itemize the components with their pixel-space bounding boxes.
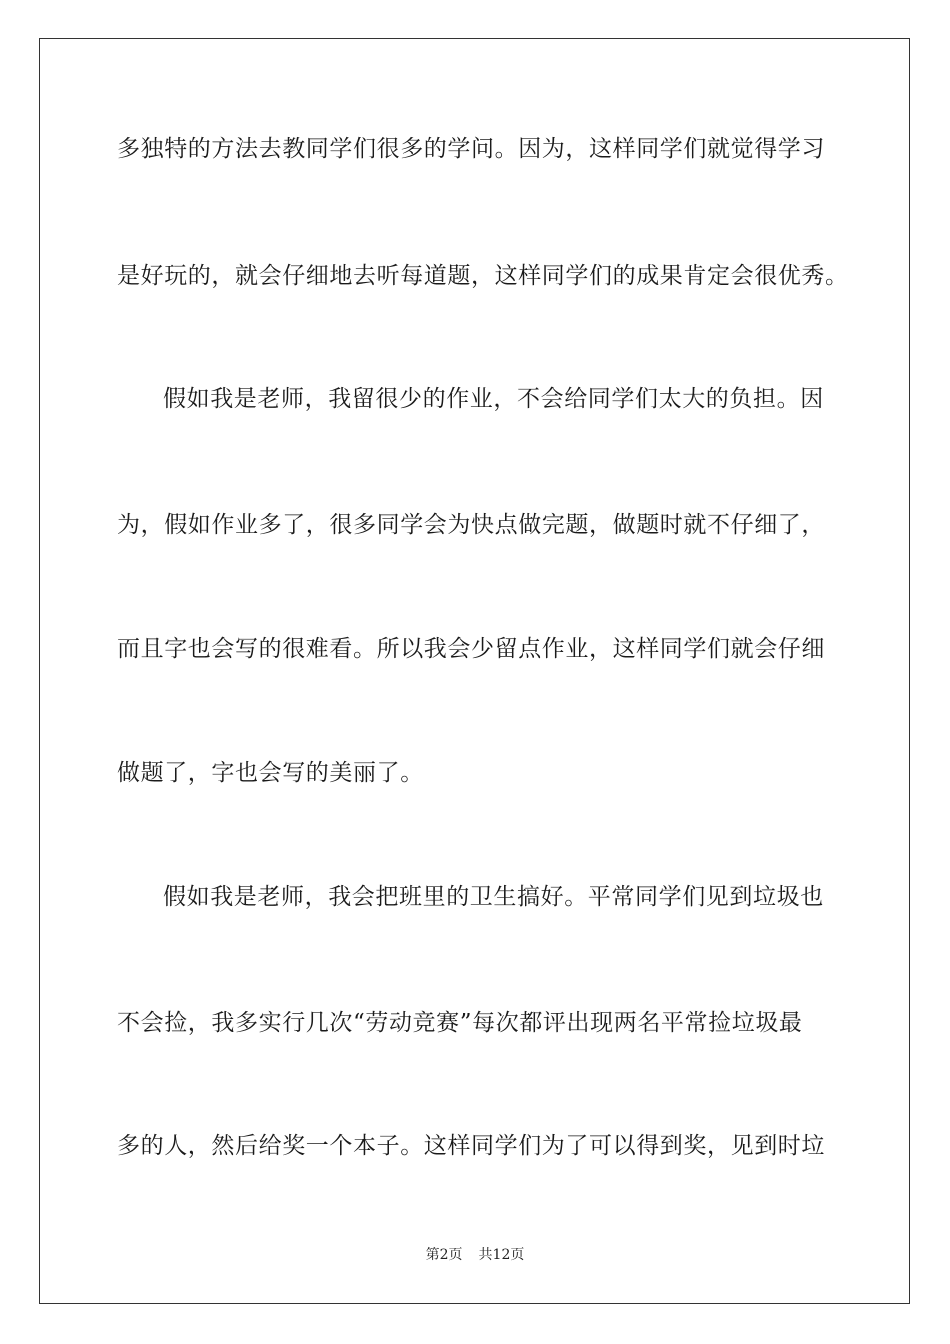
- page-number: 第2页: [425, 1247, 463, 1263]
- text-line: 做题了，字也会写的美丽了。: [117, 760, 424, 786]
- total-pages: 共12页: [478, 1247, 525, 1263]
- page-footer: [0, 1246, 950, 1264]
- text-line: 是好玩的，就会仔细地去听每道题，这样同学们的成果肯定会很优秀。: [117, 263, 849, 289]
- text-line: 不会捡，我多实行几次“劳动竞赛”每次都评出现两名平常捡垃圾最: [117, 1010, 803, 1036]
- text-line: 多独特的方法去教同学们很多的学问。因为，这样同学们就觉得学习: [117, 136, 825, 162]
- text-line: 而且字也会写的很难看。所以我会少留点作业，这样同学们就会仔细: [117, 636, 825, 662]
- paragraph-start-line: 假如我是老师，我会把班里的卫生搞好。平常同学们见到垃圾也: [163, 884, 824, 910]
- text-line: 多的人，然后给奖一个本子。这样同学们为了可以得到奖，见到时垃: [117, 1133, 825, 1159]
- text-line: 为，假如作业多了，很多同学会为快点做完题，做题时就不仔细了，: [117, 512, 825, 538]
- paragraph-start-line: 假如我是老师，我留很少的作业，不会给同学们太大的负担。因: [163, 386, 824, 412]
- page-border: [39, 38, 910, 1304]
